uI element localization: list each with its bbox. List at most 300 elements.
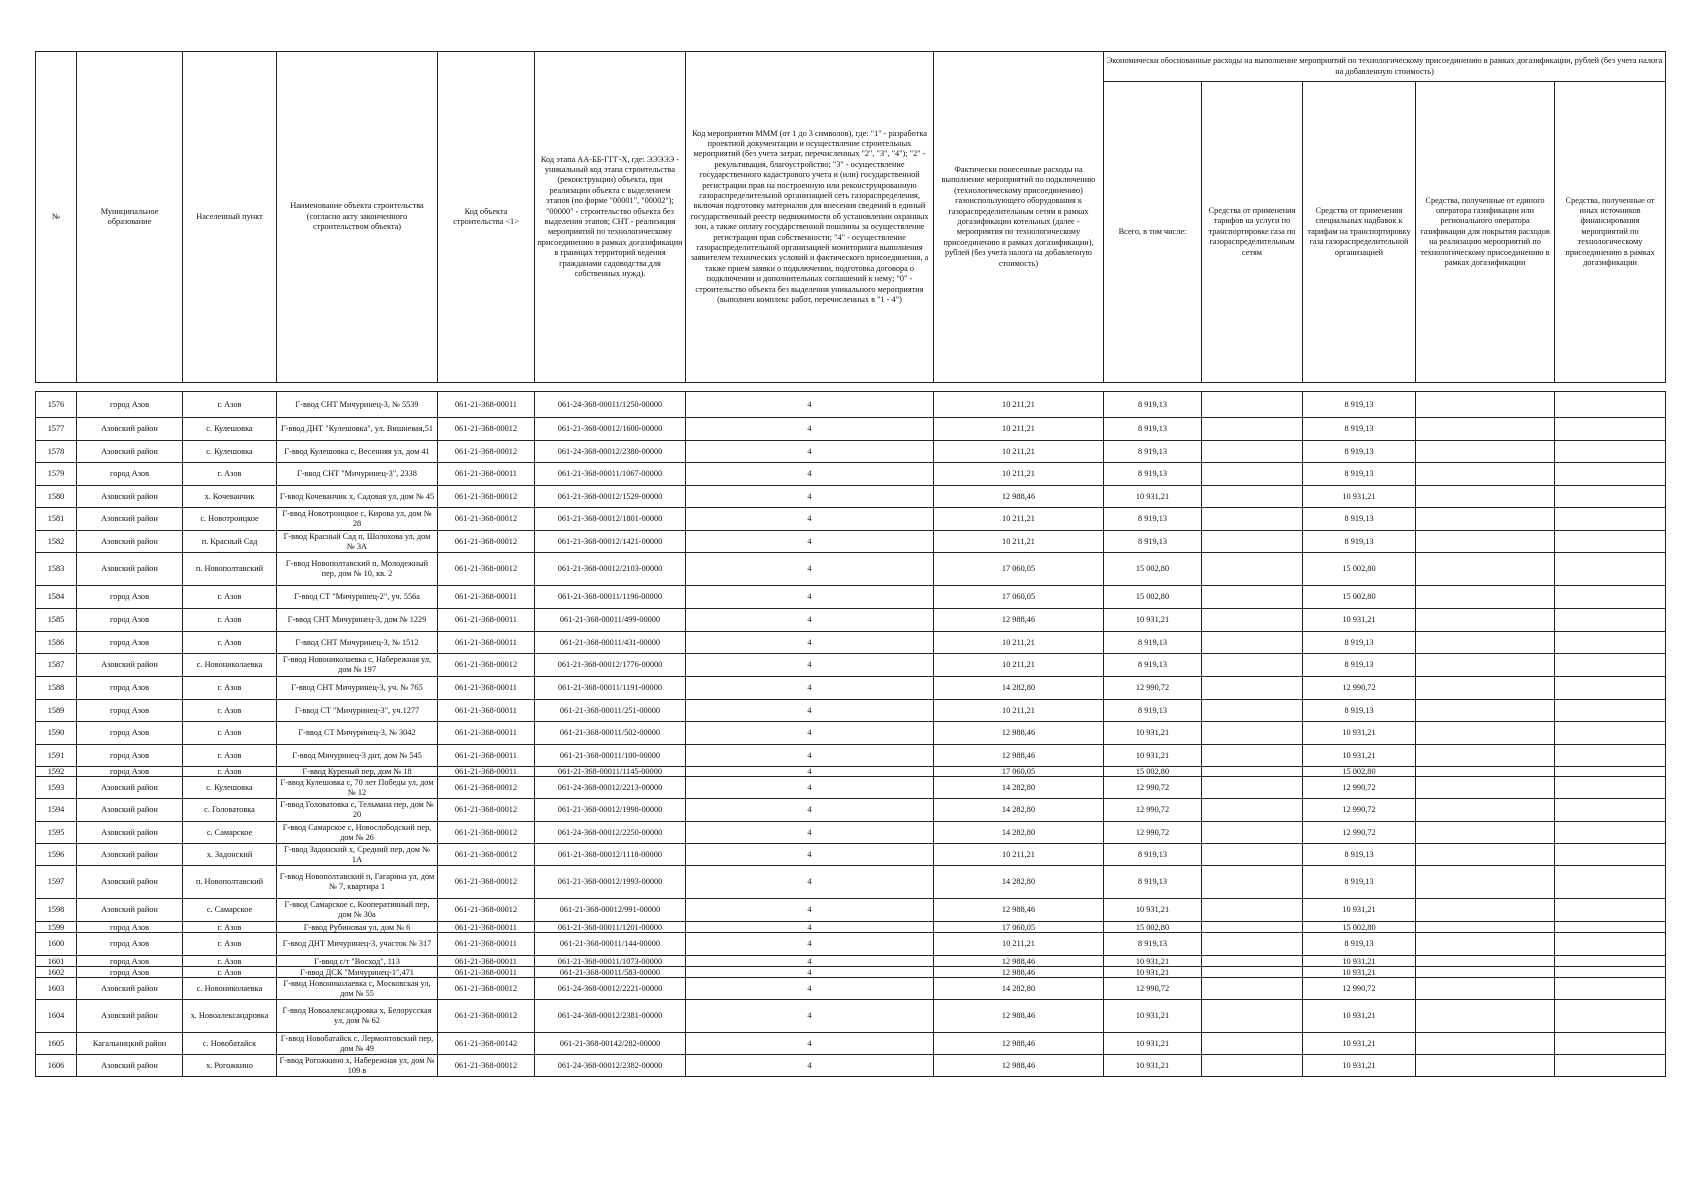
table-row	[36, 777, 1666, 799]
cell-total: 8 919,13	[1104, 418, 1202, 441]
cell-other-sources	[1555, 967, 1666, 978]
cell-actual-costs: 17 060,05	[934, 586, 1104, 609]
cell-special-surcharge: 8 919,13	[1303, 508, 1416, 531]
cell-other-sources	[1555, 1055, 1666, 1077]
cell-other-sources	[1555, 700, 1666, 722]
cell-stage-code: 061-21-368-00011/1191-00000	[535, 677, 686, 700]
cell-activity-code: 4	[686, 967, 934, 978]
cell-object-name: Г-ввод СНТ Мичуринец-3, уч. № 765	[277, 677, 438, 700]
table-row	[36, 799, 1666, 822]
cell-other-sources	[1555, 677, 1666, 700]
header-tariff-transport: Средства от применения тарифов на услуги по транспортировке газа по газораспределительным сетям	[1202, 82, 1303, 383]
cell-activity-code: 4	[686, 531, 934, 553]
cell-total: 10 931,21	[1104, 956, 1202, 967]
cell-settlement: п. Красный Сад	[183, 531, 277, 553]
table-row	[36, 553, 1666, 586]
header-object-name: Наименование объекта строительства (согласно акту законченного строительством объекта)	[277, 52, 438, 383]
cell-number: 1591	[36, 745, 77, 767]
cell-object-name: Г-ввод СНТ Мичуринец-3, № 1512	[277, 632, 438, 654]
cell-object-name: Г-ввод Кулешовка с, Весенняя ул, дом 41	[277, 441, 438, 463]
table-row	[36, 609, 1666, 632]
cell-settlement: х. Рогожкино	[183, 1055, 277, 1077]
cell-settlement: х. Новоалександровка	[183, 1000, 277, 1033]
cell-total: 10 931,21	[1104, 1033, 1202, 1055]
cell-stage-code: 061-24-368-00012/2250-00000	[535, 822, 686, 844]
header-number: №	[36, 52, 77, 383]
cell-municipality: город Азов	[77, 677, 183, 700]
cell-actual-costs: 14 282,80	[934, 677, 1104, 700]
cell-single-operator	[1416, 586, 1555, 609]
cell-actual-costs: 10 211,21	[934, 441, 1104, 463]
cell-total: 10 931,21	[1104, 745, 1202, 767]
cell-single-operator	[1416, 899, 1555, 922]
cell-actual-costs: 10 211,21	[934, 933, 1104, 956]
cell-single-operator	[1416, 1055, 1555, 1077]
header-special-surcharge: Средства от применения специальных надбавок к тарифам на транспортировку газа газораспределительной организацией	[1303, 82, 1416, 383]
cell-total: 8 919,13	[1104, 654, 1202, 677]
cell-total: 8 919,13	[1104, 866, 1202, 899]
cell-municipality: Азовский район	[77, 978, 183, 1000]
cell-special-surcharge: 10 931,21	[1303, 1055, 1416, 1077]
table-row	[36, 978, 1666, 1000]
cell-settlement: г. Азов	[183, 956, 277, 967]
cell-single-operator	[1416, 767, 1555, 777]
cell-object-code: 061-21-368-00011	[438, 700, 535, 722]
cell-number: 1580	[36, 486, 77, 508]
cell-activity-code: 4	[686, 700, 934, 722]
cell-tariff-transport	[1202, 609, 1303, 632]
cell-total: 15 002,80	[1104, 922, 1202, 933]
cell-object-name: Г-ввод СТ Мичуринец-3, № 3042	[277, 722, 438, 745]
cell-single-operator	[1416, 844, 1555, 866]
cell-settlement: с. Самарское	[183, 899, 277, 922]
cell-activity-code: 4	[686, 933, 934, 956]
cell-number: 1603	[36, 978, 77, 1000]
cell-special-surcharge: 15 002,80	[1303, 922, 1416, 933]
cell-object-name: Г-ввод ДНТ Мичуринец-3, участок № 317	[277, 933, 438, 956]
cell-single-operator	[1416, 632, 1555, 654]
cell-tariff-transport	[1202, 486, 1303, 508]
cell-object-code: 061-21-368-00011	[438, 586, 535, 609]
cell-single-operator	[1416, 933, 1555, 956]
cell-other-sources	[1555, 632, 1666, 654]
cell-actual-costs: 12 988,46	[934, 1000, 1104, 1033]
cell-special-surcharge: 8 919,13	[1303, 844, 1416, 866]
cell-activity-code: 4	[686, 486, 934, 508]
table-row	[36, 899, 1666, 922]
cell-other-sources	[1555, 508, 1666, 531]
table-body	[36, 383, 1666, 1077]
table-row	[36, 1033, 1666, 1055]
cell-special-surcharge: 8 919,13	[1303, 392, 1416, 418]
cell-number: 1577	[36, 418, 77, 441]
cell-number: 1583	[36, 553, 77, 586]
cell-special-surcharge: 8 919,13	[1303, 418, 1416, 441]
cell-activity-code: 4	[686, 654, 934, 677]
cell-object-code: 061-21-368-00011	[438, 392, 535, 418]
cell-tariff-transport	[1202, 1055, 1303, 1077]
cell-activity-code: 4	[686, 767, 934, 777]
cell-actual-costs: 12 988,46	[934, 486, 1104, 508]
cell-number: 1592	[36, 767, 77, 777]
cell-stage-code: 061-21-368-00011/100-00000	[535, 745, 686, 767]
cell-tariff-transport	[1202, 933, 1303, 956]
cell-settlement: с. Новобатайск	[183, 1033, 277, 1055]
cell-stage-code: 061-24-368-00012/2382-00000	[535, 1055, 686, 1077]
table-header	[36, 52, 1666, 383]
cell-stage-code: 061-21-368-00011/144-00000	[535, 933, 686, 956]
cell-tariff-transport	[1202, 956, 1303, 967]
cell-municipality: город Азов	[77, 392, 183, 418]
cell-activity-code: 4	[686, 777, 934, 799]
cell-other-sources	[1555, 799, 1666, 822]
cell-object-name: Г-ввод Новобатайск с, Лермонтовский пер, дом № 49	[277, 1033, 438, 1055]
cell-single-operator	[1416, 392, 1555, 418]
cell-activity-code: 4	[686, 799, 934, 822]
cell-settlement: г. Азов	[183, 967, 277, 978]
cell-object-code: 061-21-368-00012	[438, 531, 535, 553]
cell-number: 1596	[36, 844, 77, 866]
cell-total: 10 931,21	[1104, 486, 1202, 508]
cell-stage-code: 061-21-368-00012/1998-00000	[535, 799, 686, 822]
cell-settlement: г. Азов	[183, 392, 277, 418]
cell-object-code: 061-21-368-00012	[438, 553, 535, 586]
cell-settlement: п. Новополтавский	[183, 553, 277, 586]
cell-actual-costs: 10 211,21	[934, 632, 1104, 654]
cell-special-surcharge: 12 990,72	[1303, 978, 1416, 1000]
cell-special-surcharge: 12 990,72	[1303, 799, 1416, 822]
cell-total: 8 919,13	[1104, 844, 1202, 866]
cell-number: 1605	[36, 1033, 77, 1055]
table-row	[36, 418, 1666, 441]
cell-single-operator	[1416, 722, 1555, 745]
cell-object-name: Г-ввод Самарское с, Кооперативный пер, дом № 30а	[277, 899, 438, 922]
cell-stage-code: 061-21-368-00011/502-00000	[535, 722, 686, 745]
cell-special-surcharge: 12 990,72	[1303, 677, 1416, 700]
cell-single-operator	[1416, 1000, 1555, 1033]
table-row	[36, 1000, 1666, 1033]
cell-object-code: 061-21-368-00012	[438, 899, 535, 922]
cell-municipality: город Азов	[77, 956, 183, 967]
cell-municipality: Азовский район	[77, 486, 183, 508]
cell-actual-costs: 10 211,21	[934, 392, 1104, 418]
cell-municipality: город Азов	[77, 745, 183, 767]
cell-other-sources	[1555, 844, 1666, 866]
cell-object-code: 061-21-368-00012	[438, 654, 535, 677]
cell-other-sources	[1555, 922, 1666, 933]
cell-settlement: г. Азов	[183, 745, 277, 767]
cell-stage-code: 061-21-368-00012/1118-00000	[535, 844, 686, 866]
header-object-code: Код объекта строительства <1>	[438, 52, 535, 383]
cell-stage-code: 061-21-368-00012/991-00000	[535, 899, 686, 922]
cell-single-operator	[1416, 700, 1555, 722]
cell-municipality: Азовский район	[77, 1000, 183, 1033]
cell-object-code: 061-21-368-00011	[438, 956, 535, 967]
cell-total: 8 919,13	[1104, 531, 1202, 553]
cell-object-code: 061-21-368-00012	[438, 1000, 535, 1033]
cell-actual-costs: 17 060,05	[934, 922, 1104, 933]
cell-other-sources	[1555, 441, 1666, 463]
cell-object-code: 061-21-368-00012	[438, 978, 535, 1000]
cell-stage-code: 061-21-368-00011/431-00000	[535, 632, 686, 654]
cell-activity-code: 4	[686, 392, 934, 418]
cell-actual-costs: 10 211,21	[934, 418, 1104, 441]
cell-settlement: х. Кочеванчик	[183, 486, 277, 508]
cell-actual-costs: 17 060,05	[934, 553, 1104, 586]
cell-activity-code: 4	[686, 586, 934, 609]
cell-tariff-transport	[1202, 677, 1303, 700]
cell-special-surcharge: 8 919,13	[1303, 933, 1416, 956]
cell-stage-code: 061-24-368-00012/2221-00000	[535, 978, 686, 1000]
header-group-justified-costs: Экономически обоснованные расходы на выполнение мероприятий по технологическому присоединению в рамках догазификации, рублей (без учета налога на добавленную стоимость)	[1104, 52, 1666, 82]
cell-object-code: 061-21-368-00012	[438, 1055, 535, 1077]
cell-number: 1599	[36, 922, 77, 933]
cell-single-operator	[1416, 922, 1555, 933]
cell-other-sources	[1555, 933, 1666, 956]
cell-activity-code: 4	[686, 899, 934, 922]
cell-municipality: город Азов	[77, 722, 183, 745]
cell-object-code: 061-21-368-00012	[438, 508, 535, 531]
cell-stage-code: 061-21-368-00011/499-00000	[535, 609, 686, 632]
cell-total: 10 931,21	[1104, 899, 1202, 922]
cell-actual-costs: 10 211,21	[934, 700, 1104, 722]
cell-actual-costs: 10 211,21	[934, 531, 1104, 553]
cell-tariff-transport	[1202, 866, 1303, 899]
cell-stage-code: 061-21-368-00012/1529-00000	[535, 486, 686, 508]
cell-number: 1600	[36, 933, 77, 956]
cell-tariff-transport	[1202, 632, 1303, 654]
cell-municipality: город Азов	[77, 933, 183, 956]
cell-total: 8 919,13	[1104, 700, 1202, 722]
cell-object-name: Г-ввод Кочеванчик х, Садовая ул, дом № 45	[277, 486, 438, 508]
cell-actual-costs: 14 282,80	[934, 799, 1104, 822]
cell-activity-code: 4	[686, 418, 934, 441]
cell-other-sources	[1555, 866, 1666, 899]
cell-settlement: с. Новониколаевка	[183, 978, 277, 1000]
cell-actual-costs: 10 211,21	[934, 844, 1104, 866]
cell-settlement: г. Азов	[183, 632, 277, 654]
cell-tariff-transport	[1202, 1000, 1303, 1033]
cell-tariff-transport	[1202, 777, 1303, 799]
cell-actual-costs: 12 988,46	[934, 1033, 1104, 1055]
cell-stage-code: 061-21-368-00012/1600-00000	[535, 418, 686, 441]
cell-stage-code: 061-24-368-00012/2381-00000	[535, 1000, 686, 1033]
header-municipality: Муниципальное образование	[77, 52, 183, 383]
cell-tariff-transport	[1202, 392, 1303, 418]
cell-object-name: Г-ввод Мичуринец-3 днт, дом № 545	[277, 745, 438, 767]
cell-activity-code: 4	[686, 609, 934, 632]
cell-object-code: 061-21-368-00012	[438, 799, 535, 822]
cell-settlement: г. Азов	[183, 767, 277, 777]
cell-single-operator	[1416, 486, 1555, 508]
cell-municipality: Азовский район	[77, 777, 183, 799]
cell-special-surcharge: 10 931,21	[1303, 967, 1416, 978]
cell-number: 1587	[36, 654, 77, 677]
cell-object-name: Г-ввод Красный Сад п, Шолохова ул, дом № 3А	[277, 531, 438, 553]
cell-number: 1595	[36, 822, 77, 844]
cell-object-name: Г-ввод ДСК "Мичуринец-1",471	[277, 967, 438, 978]
cell-special-surcharge: 10 931,21	[1303, 899, 1416, 922]
cell-stage-code: 061-24-368-00012/2213-00000	[535, 777, 686, 799]
cell-tariff-transport	[1202, 463, 1303, 486]
cell-activity-code: 4	[686, 553, 934, 586]
cell-total: 8 919,13	[1104, 933, 1202, 956]
cell-other-sources	[1555, 654, 1666, 677]
cell-total: 15 002,80	[1104, 586, 1202, 609]
cell-total: 12 990,72	[1104, 677, 1202, 700]
cell-municipality: Кагальницкий район	[77, 1033, 183, 1055]
table-row	[36, 822, 1666, 844]
cell-object-code: 061-21-368-00142	[438, 1033, 535, 1055]
cell-other-sources	[1555, 767, 1666, 777]
cell-activity-code: 4	[686, 866, 934, 899]
cell-total: 10 931,21	[1104, 722, 1202, 745]
cell-total: 8 919,13	[1104, 463, 1202, 486]
cell-number: 1576	[36, 392, 77, 418]
cell-total: 8 919,13	[1104, 441, 1202, 463]
cell-object-code: 061-21-368-00011	[438, 745, 535, 767]
cell-special-surcharge: 8 919,13	[1303, 654, 1416, 677]
cell-object-name: Г-ввод СТ "Мичуринец-3", уч.1277	[277, 700, 438, 722]
cell-object-name: Г-ввод Новотроицкое с, Кирова ул, дом № 28	[277, 508, 438, 531]
cell-activity-code: 4	[686, 844, 934, 866]
cell-other-sources	[1555, 463, 1666, 486]
table-row	[36, 922, 1666, 933]
cell-other-sources	[1555, 418, 1666, 441]
cell-activity-code: 4	[686, 722, 934, 745]
cell-special-surcharge: 8 919,13	[1303, 531, 1416, 553]
cell-other-sources	[1555, 1000, 1666, 1033]
cell-total: 12 990,72	[1104, 978, 1202, 1000]
cell-actual-costs: 12 988,46	[934, 745, 1104, 767]
cell-stage-code: 061-21-368-00011/583-00000	[535, 967, 686, 978]
cell-total: 10 931,21	[1104, 967, 1202, 978]
cell-object-code: 061-21-368-00011	[438, 922, 535, 933]
header-actual-costs: Фактически понесенные расходы на выполнение мероприятий по подключению (технологическому присоединению) газоиспользующего оборудования к газораспределительным сетям в рамках догазификации котельных (далее - мероприятия по технологическому присоединению в рамках догазификации), рублей (без учета налога на добавленную стоимость)	[934, 52, 1104, 383]
cell-municipality: Азовский район	[77, 418, 183, 441]
cell-tariff-transport	[1202, 822, 1303, 844]
header-other-sources: Средства, полученные от иных источников финансирования мероприятий по технологическому присоединению в рамках догазификации	[1555, 82, 1666, 383]
cell-number: 1601	[36, 956, 77, 967]
cell-other-sources	[1555, 531, 1666, 553]
cell-tariff-transport	[1202, 899, 1303, 922]
cell-settlement: г. Азов	[183, 700, 277, 722]
cell-object-name: Г-ввод Рогожкино х, Набережная ул, дом № 109 в	[277, 1055, 438, 1077]
cell-tariff-transport	[1202, 799, 1303, 822]
cell-total: 8 919,13	[1104, 508, 1202, 531]
header-activity-code: Код мероприятия МММ (от 1 до 3 символов), где: "1" - разработка проектной документации и осуществление строительных мероприятий (без учета затрат, перечисленных "2", "3", "4"); "2" - рекультивация, благоустройство; "3" - осуществление государственного кадастрового учета и (или) государственной регистрации прав на построенную или реконструированную газораспределительной организацией сеть газораспределения, включая подготовку материалов для внесения сведений в единый государственный реестр недвижимости об установлении охранных зон, а также оплату государственной пошлины за осуществление регистрации прав собственности; "4" - осуществление газораспределительной организацией мониторинга выполнения заявителем технических условий и фактического присоединения, а также прием заявки о подключении, подготовка договора о подключении и дополнительных соглашений к нему; "0" - строительство объекта без выделения уникального мероприятия (выполнен комплекс работ, перечисленных в "1 - 4")	[686, 52, 934, 383]
cell-settlement: х. Задонский	[183, 844, 277, 866]
cell-single-operator	[1416, 441, 1555, 463]
cell-number: 1585	[36, 609, 77, 632]
cell-object-name: Г-ввод Новополтавский п, Гагарина ул, дом № 7, квартира 1	[277, 866, 438, 899]
cell-number: 1597	[36, 866, 77, 899]
cell-municipality: Азовский район	[77, 508, 183, 531]
table-row	[36, 967, 1666, 978]
cell-object-name: Г-ввод с/т "Восход", 113	[277, 956, 438, 967]
cell-stage-code: 061-21-368-00142/282-00000	[535, 1033, 686, 1055]
cell-other-sources	[1555, 745, 1666, 767]
cell-tariff-transport	[1202, 722, 1303, 745]
table-row	[36, 508, 1666, 531]
cell-number: 1578	[36, 441, 77, 463]
cell-municipality: Азовский район	[77, 799, 183, 822]
cell-total: 10 931,21	[1104, 1000, 1202, 1033]
cell-number: 1582	[36, 531, 77, 553]
cell-total: 8 919,13	[1104, 392, 1202, 418]
table-row	[36, 700, 1666, 722]
table-row	[36, 745, 1666, 767]
cell-activity-code: 4	[686, 441, 934, 463]
cell-settlement: п. Новополтавский	[183, 866, 277, 899]
cell-tariff-transport	[1202, 654, 1303, 677]
cell-settlement: с. Кулешовка	[183, 441, 277, 463]
cell-activity-code: 4	[686, 463, 934, 486]
cell-object-code: 061-21-368-00011	[438, 677, 535, 700]
cell-object-name: Г-ввод Кулешовка с, 70 лет Победы ул, дом № 12	[277, 777, 438, 799]
cell-number: 1598	[36, 899, 77, 922]
cell-other-sources	[1555, 777, 1666, 799]
cell-municipality: город Азов	[77, 767, 183, 777]
cell-object-name: Г-ввод СТ "Мичуринец-2", уч. 556а	[277, 586, 438, 609]
cell-single-operator	[1416, 866, 1555, 899]
cell-actual-costs: 12 988,46	[934, 899, 1104, 922]
cell-number: 1606	[36, 1055, 77, 1077]
table-row	[36, 392, 1666, 418]
cell-other-sources	[1555, 978, 1666, 1000]
data-table-sheet	[35, 51, 1665, 1077]
cell-total: 15 002,80	[1104, 553, 1202, 586]
data-table	[35, 51, 1666, 1077]
cell-single-operator	[1416, 1033, 1555, 1055]
cell-object-name: Г-ввод Новониколаевка с, Московская ул, дом № 55	[277, 978, 438, 1000]
cell-actual-costs: 10 211,21	[934, 463, 1104, 486]
cell-activity-code: 4	[686, 922, 934, 933]
cell-single-operator	[1416, 745, 1555, 767]
table-row	[36, 586, 1666, 609]
cell-actual-costs: 10 211,21	[934, 654, 1104, 677]
cell-stage-code: 061-21-368-00011/1196-00000	[535, 586, 686, 609]
cell-single-operator	[1416, 609, 1555, 632]
cell-special-surcharge: 10 931,21	[1303, 486, 1416, 508]
cell-municipality: Азовский район	[77, 441, 183, 463]
cell-object-code: 061-21-368-00011	[438, 722, 535, 745]
cell-object-name: Г-ввод Рубиновая ул, дом № 6	[277, 922, 438, 933]
table-row	[36, 1055, 1666, 1077]
table-row	[36, 531, 1666, 553]
cell-settlement: с. Кулешовка	[183, 418, 277, 441]
cell-number: 1581	[36, 508, 77, 531]
cell-special-surcharge: 15 002,80	[1303, 586, 1416, 609]
cell-stage-code: 061-21-368-00011/1073-00000	[535, 956, 686, 967]
cell-settlement: г. Азов	[183, 677, 277, 700]
cell-settlement: г. Азов	[183, 586, 277, 609]
cell-single-operator	[1416, 418, 1555, 441]
cell-single-operator	[1416, 553, 1555, 586]
cell-municipality: Азовский район	[77, 822, 183, 844]
cell-stage-code: 061-21-368-00011/1145-00000	[535, 767, 686, 777]
cell-object-code: 061-21-368-00011	[438, 463, 535, 486]
cell-total: 10 931,21	[1104, 1055, 1202, 1077]
cell-tariff-transport	[1202, 967, 1303, 978]
cell-object-code: 061-21-368-00012	[438, 418, 535, 441]
header-total: Всего, в том числе:	[1104, 82, 1202, 383]
cell-object-name: Г-ввод ДНТ "Кулешовка", ул. Вишневая,51	[277, 418, 438, 441]
cell-other-sources	[1555, 1033, 1666, 1055]
cell-tariff-transport	[1202, 586, 1303, 609]
cell-single-operator	[1416, 956, 1555, 967]
cell-municipality: Азовский район	[77, 654, 183, 677]
